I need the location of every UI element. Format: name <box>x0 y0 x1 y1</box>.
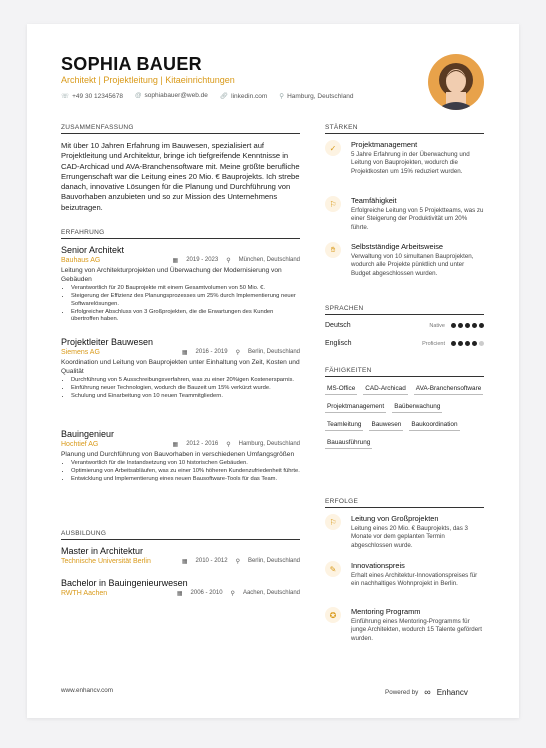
experience-heading: ERFAHRUNG <box>61 229 300 239</box>
skill-tag: Baüberwachung <box>392 401 442 413</box>
job-company: Siemens AG <box>61 349 100 356</box>
strength-item: ⚐ Teamfähigkeit Erfolgreiche Leitung von 5 Projektteams, was zu einer Steigerung der Produktivität um 20% führte. <box>325 196 484 232</box>
skills-heading: FÄHIGKEITEN <box>325 367 484 377</box>
summary-heading: ZUSAMMENFASSUNG <box>61 124 300 134</box>
link-icon: 🔗︎ <box>219 93 229 100</box>
job-bullet: • Erfolgreicher Abschluss von 3 Großprojekten, die die Erwartungen des Kunden übertroffen haben. <box>71 309 300 325</box>
contact-linkedin[interactable]: 🔗︎ linkedin.com <box>219 93 268 100</box>
skill-tag: Bauausführung <box>325 437 372 449</box>
hand-icon: ✋︎ <box>325 242 341 258</box>
location-pin-icon: ⚲ <box>279 93 285 100</box>
check-icon: ✓ <box>325 140 341 156</box>
job-bullet: • Schulung und Einarbeitung von 10 neuen Teammitgliedern. <box>71 393 300 401</box>
at-icon: @ <box>134 92 142 99</box>
job-description: Koordination und Leitung von Bauprojekten unter Einhaltung von Zeit, Kosten und Qualität <box>61 359 300 376</box>
job-bullet: • Einführung neuer Technologien, wodurch die Bauzeit um 15% verkürzt wurde. <box>71 385 300 393</box>
job-role: Projektleiter Bauwesen <box>61 337 154 347</box>
achievement-item: ✪ Mentoring Programm Einführung eines Mentoring-Programms für junge Architekten, wodurch 15 Talente gefördert wurden. <box>325 607 484 643</box>
job-role: Bauingenieur <box>61 429 115 439</box>
job-bullet: • Optimierung von Arbeitsabläufen, was zu einer 10% höheren Kundenzufriedenheit führte. <box>71 468 300 476</box>
flag-icon: ⚐ <box>325 514 341 530</box>
job-role: Senior Architekt <box>61 245 125 255</box>
job-bullet: • Durchführung von 5 Ausschreibungsverfahren, was zu einer 20%igen Kostenersparnis. <box>71 377 300 385</box>
proficiency-dots <box>451 323 484 328</box>
resume-page <box>27 24 519 718</box>
experience-item: Projektleiter Bauwesen Siemens AG ▦ 2016 - 2019 ⚲ Berlin, Deutschland Koordination und Leitung von Bauprojekten unter Einhaltung von Zeit, Kosten und Qualität • Durchführung von 5 Ausschreibungsverfahren, was zu einer 20%igen Kostenersparnis. • Einführung neuer Technologien, wodurch die Bauzeit um 15% verkürzt wurde. • Schulung und Einarbeitung von 10 neuen Teammitgliedern. <box>61 337 300 401</box>
proficiency-dots <box>451 341 484 346</box>
language-item: Englisch Proficient <box>325 340 484 347</box>
contact-email[interactable]: @ sophiabauer@web.de <box>134 92 208 99</box>
footer-website[interactable]: www.enhancv.com <box>61 687 114 694</box>
calendar-icon: ▦ <box>181 350 188 356</box>
pen-icon: ✎ <box>325 561 341 577</box>
achievement-item: ⚐ Leitung von Großprojekten Leitung eines 20 Mio. € Bauprojekts, das 3 Monate vor dem geplanten Termin abgeschlossen wurde. <box>325 514 484 550</box>
footer-brand: Powered by ∞ Enhancv <box>385 687 468 697</box>
strength-item: ✋︎ Selbstständige Arbeitsweise Verwaltung von 10 simultanen Bauprojekten, wodurch alle Projekte pünktlich und unter Budget abgeschlossen wurden. <box>325 242 484 278</box>
candidate-title: Architekt | Projektleitung | Kitaeinrichtungen <box>61 75 235 85</box>
job-bullet: • Verantwortlich für 20 Bauprojekte mit einem Gesamtvolumen von 50 Mio. €. <box>71 285 300 293</box>
skill-tag: Bauwesen <box>369 419 403 431</box>
skill-tag: AVA-Branchensoftware <box>414 383 483 395</box>
achievement-item: ✎ Innovationspreis Erhalt eines Architektur-Innovationspreises für ein nachhaltiges Wohnprojekt in Berlin. <box>325 561 484 589</box>
strength-item: ✓ Projektmanagement 5 Jahre Erfahrung in der Überwachung und Leitung von Bauprojekten, wodurch die Projektkosten um 15% reduziert wurden. <box>325 140 484 176</box>
medal-icon: ✪ <box>325 607 341 623</box>
skill-tag: CAD-Archicad <box>363 383 408 395</box>
job-bullet: • Entwicklung und Implementierung eines neuen Bausoftware-Tools für das Team. <box>71 476 300 484</box>
school: Technische Universität Berlin <box>61 558 151 565</box>
summary-text: Mit über 10 Jahren Erfahrung im Bauwesen, spezialisiert auf Projektleitung und Architektur, bringe ich tiefgreifende Kenntnisse in CAD-Archicad und AVA-Branchensoftware mit. Meine größte berufliche Errungenschaft war die Leitung eines 20 Mio. € Bauprojekts. Ich strebe danach, innovative Lösungen für die Planung und Durchführung von Bauvorhaben anzubieten und so zur Mission des Unternehmens beizutragen. <box>61 141 300 212</box>
location-pin-icon: ⚲ <box>226 442 231 448</box>
degree: Bachelor in Bauingenieurwesen <box>61 578 188 588</box>
calendar-icon: ▦ <box>172 442 179 448</box>
calendar-icon: ▦ <box>172 258 179 264</box>
location-pin-icon: ⚲ <box>226 258 231 264</box>
skill-tag: Projektmanagement <box>325 401 386 413</box>
contact-location: ⚲ Hamburg, Deutschland <box>279 93 354 100</box>
education-item: Bachelor in Bauingenieurwesen RWTH Aachen ▦ 2006 - 2010 ⚲ Aachen, Deutschland <box>61 578 300 597</box>
calendar-icon: ▦ <box>176 591 183 597</box>
calendar-icon: ▦ <box>181 559 188 565</box>
experience-item: Bauingenieur Hochtief AG ▦ 2012 - 2016 ⚲ Hamburg, Deutschland Planung und Durchführung von Bauvorhaben in verschiedenen Umfangsgrößen • Verantwortlich für die Instandsetzung von 10 historischen Gebäuden. • Optimierung von Arbeitsabläufen, was zu einer 10% höheren Kundenzufriedenheit führte. • Entwicklung und Implementierung eines neuen Bausoftware-Tools für das Team. <box>61 429 300 484</box>
experience-item: Senior Architekt Bauhaus AG ▦ 2019 - 2023 ⚲ München, Deutschland Leitung von Architekturprojekten und Überwachung der Modernisierung von Gebäuden • Verantwortlich für 20 Bauprojekte mit einem Gesamtvolumen von 50 Mio. €. • Steigerung der Effizienz des Planungsprozesses um 25% durch Implementierung neuer Softwarelösungen. • Erfolgreicher Abschluss von 3 Großprojekten, die die Erwartungen des Kunden übertroffen haben. <box>61 245 300 324</box>
skill-tag: Teamleitung <box>325 419 363 431</box>
school: RWTH Aachen <box>61 590 108 597</box>
contact-bar <box>61 92 354 100</box>
languages-heading: SPRACHEN <box>325 305 484 315</box>
education-item: Master in Architektur Technische Universität Berlin ▦ 2010 - 2012 ⚲ Berlin, Deutschland <box>61 546 300 565</box>
location-pin-icon: ⚲ <box>235 350 240 356</box>
strengths-heading: STÄRKEN <box>325 124 484 134</box>
education-heading: AUSBILDUNG <box>61 530 300 540</box>
location-pin-icon: ⚲ <box>235 559 240 565</box>
enhancv-logo-icon: ∞ <box>424 687 431 697</box>
job-bullet: • Steigerung der Effizienz des Planungsprozesses um 25% durch Implementierung neuer Softwarelösungen. <box>71 293 300 309</box>
contact-phone: ☏ +49 30 12345678 <box>61 93 123 100</box>
degree: Master in Architektur <box>61 546 144 556</box>
language-item: Deutsch Native <box>325 322 484 329</box>
job-description: Planung und Durchführung von Bauvorhaben in verschiedenen Umfangsgrößen <box>61 451 295 458</box>
job-description: Leitung von Architekturprojekten und Überwachung der Modernisierung von Gebäuden <box>61 267 282 284</box>
candidate-name: SOPHIA BAUER <box>61 54 202 74</box>
flag-icon: ⚐ <box>325 196 341 212</box>
job-bullet: • Verantwortlich für die Instandsetzung von 10 historischen Gebäuden. <box>71 460 300 468</box>
achievements-heading: ERFOLGE <box>325 498 484 508</box>
job-company: Bauhaus AG <box>61 257 101 264</box>
phone-icon: ☏ <box>61 93 70 100</box>
job-company: Hochtief AG <box>61 441 99 448</box>
avatar <box>428 54 484 110</box>
skill-tag: MS-Office <box>325 383 357 395</box>
skill-tag: Baukoordination <box>409 419 459 431</box>
location-pin-icon: ⚲ <box>230 591 235 597</box>
skills-list <box>325 383 484 449</box>
